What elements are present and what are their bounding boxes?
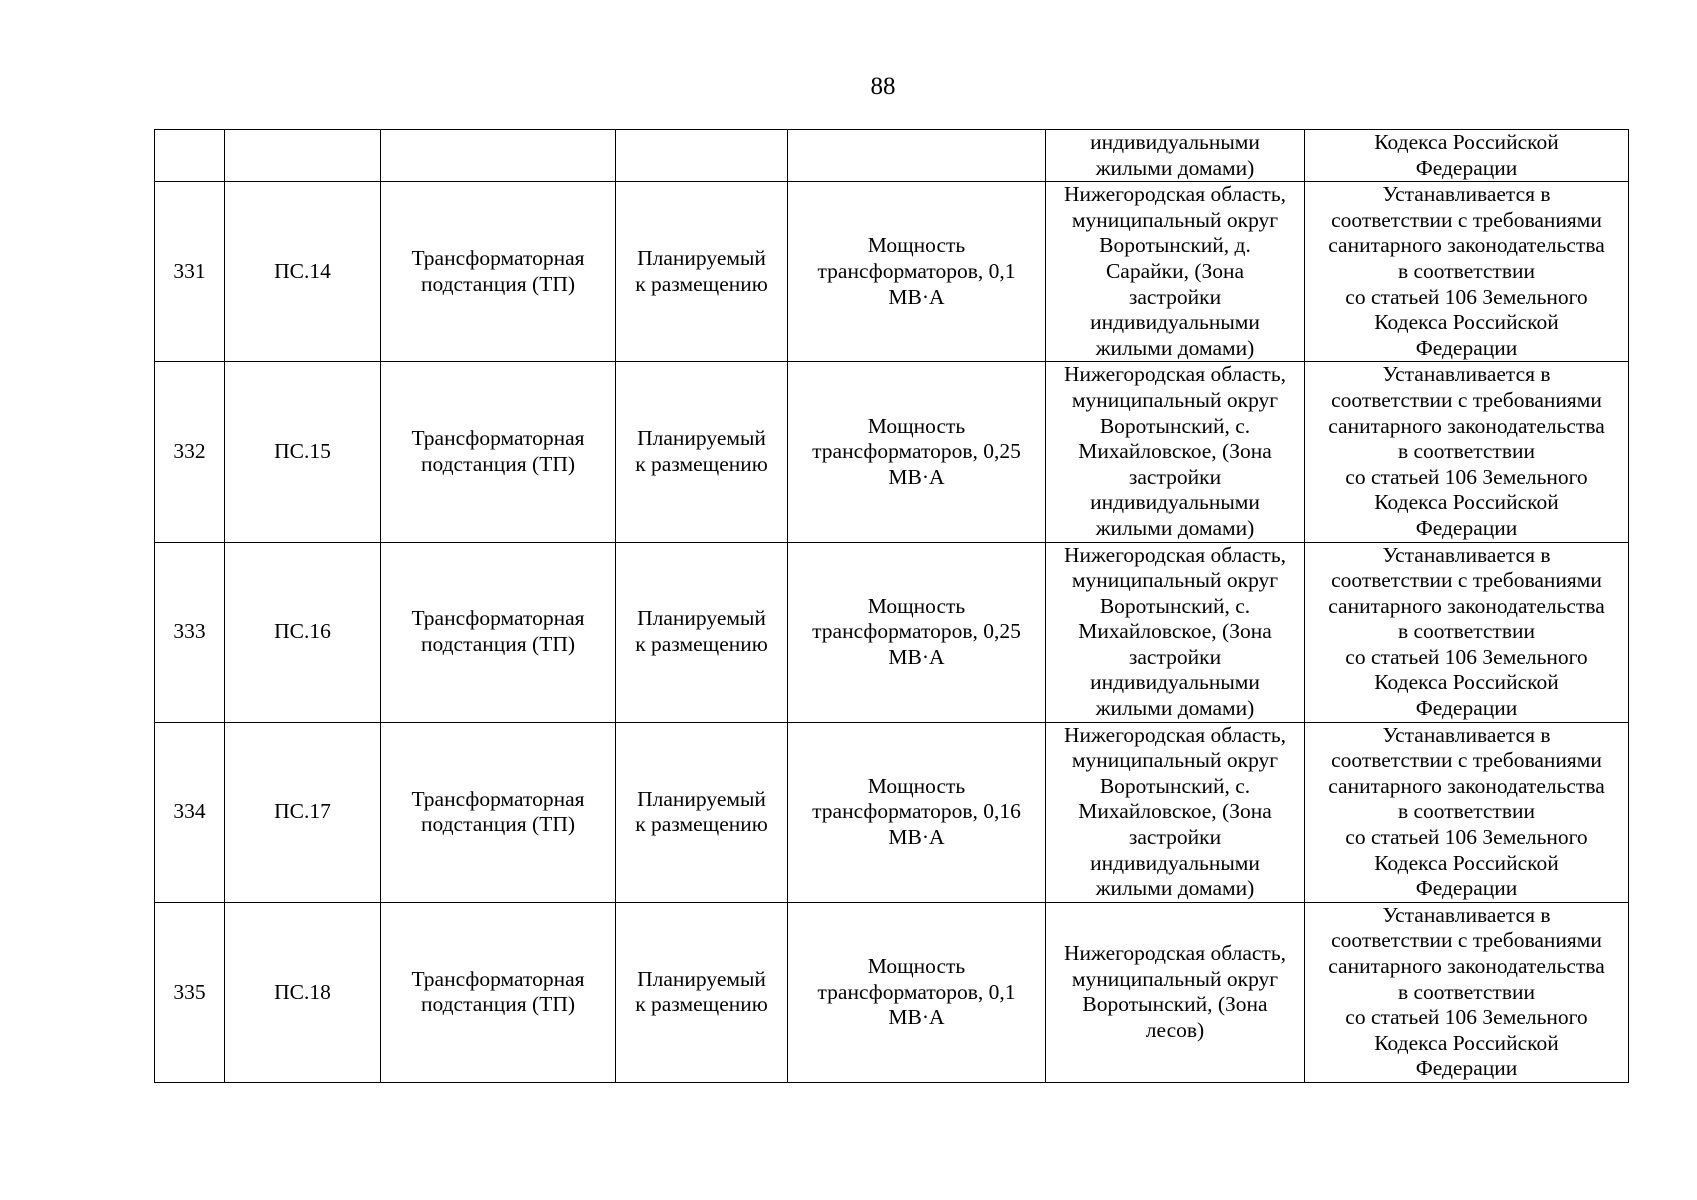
- text-line: в соответствии: [1397, 799, 1535, 824]
- text-line: муниципальный округ: [1071, 748, 1279, 773]
- text-line: Трансформаторная: [411, 786, 585, 811]
- table-row: [155, 362, 1629, 542]
- text-line: в соответствии: [1397, 979, 1535, 1004]
- text-line: Воротынский, с.: [1099, 773, 1251, 798]
- text-line: трансформаторов, 0,1: [817, 258, 1016, 283]
- text-line: со статьей 106 Земельного: [1345, 464, 1588, 489]
- text-line: застройки: [1128, 464, 1222, 489]
- cell-num: 331: [155, 182, 225, 362]
- text-line: жилыми домами): [1095, 696, 1255, 721]
- cell-location: [1046, 182, 1305, 362]
- text-line: в соответствии: [1397, 258, 1535, 283]
- text-line: со статьей 106 Земельного: [1345, 825, 1588, 850]
- cell-code: ПС.16: [225, 542, 381, 722]
- cell-status: [616, 182, 788, 362]
- text-line: Трансформаторная: [411, 246, 585, 271]
- cell-location: [1046, 902, 1305, 1082]
- text-line: Федерации: [1415, 876, 1518, 901]
- text-line: Федерации: [1415, 335, 1518, 360]
- text-line: Кодекса Российской: [1374, 490, 1559, 515]
- text-line: к размещению: [635, 451, 768, 476]
- text-line: Федерации: [1415, 515, 1518, 540]
- text-line: Воротынский, с.: [1099, 593, 1251, 618]
- text-line: Воротынский, (Зона: [1082, 992, 1268, 1017]
- text-line: индивидуальными: [1090, 850, 1260, 875]
- cell-name: [381, 130, 616, 182]
- text-line: Кодекса Российской: [1374, 130, 1559, 154]
- table-body: [155, 130, 1629, 1083]
- text-line: Михайловское, (Зона: [1078, 799, 1272, 824]
- text-line: к размещению: [635, 992, 768, 1017]
- text-line: Нижегородская область,: [1063, 542, 1286, 567]
- text-line: Нижегородская область,: [1063, 722, 1286, 747]
- text-line: муниципальный округ: [1071, 207, 1279, 232]
- text-line: Мощность: [867, 593, 966, 618]
- text-line: муниципальный округ: [1071, 568, 1279, 593]
- text-line: Нижегородская область,: [1063, 941, 1286, 966]
- text-line: застройки: [1128, 825, 1222, 850]
- cell-location: [1046, 362, 1305, 542]
- text-line: Трансформаторная: [411, 426, 585, 451]
- text-line: санитарного законодательства: [1328, 954, 1605, 978]
- text-line: застройки: [1128, 644, 1222, 669]
- text-line: Нижегородская область,: [1063, 182, 1286, 207]
- text-line: Планируемый: [637, 606, 766, 631]
- text-line: трансформаторов, 0,25: [812, 439, 1021, 464]
- text-line: лесов): [1145, 1017, 1205, 1042]
- cell-location: [1046, 130, 1305, 182]
- text-line: Мощность: [867, 773, 966, 798]
- text-line: в соответствии: [1397, 619, 1535, 644]
- cell-status: [616, 362, 788, 542]
- text-line: трансформаторов, 0,16: [812, 799, 1021, 824]
- cell-code: ПС.18: [225, 902, 381, 1082]
- text-line: со статьей 106 Земельного: [1345, 284, 1588, 309]
- cell-characteristics: [788, 722, 1046, 902]
- text-line: подстанция (ТП): [420, 451, 576, 476]
- text-line: со статьей 106 Земельного: [1345, 644, 1588, 669]
- cell-status: [616, 130, 788, 182]
- text-line: санитарного законодательства: [1328, 413, 1605, 438]
- cell-requirements: [1305, 362, 1629, 542]
- text-line: застройки: [1128, 284, 1222, 309]
- text-line: соответствии с требованиями: [1331, 207, 1602, 232]
- text-line: жилыми домами): [1095, 515, 1255, 540]
- text-line: Михайловское, (Зона: [1078, 619, 1272, 644]
- cell-characteristics: [788, 182, 1046, 362]
- text-line: Кодекса Российской: [1374, 850, 1559, 875]
- text-line: соответствии с требованиями: [1331, 748, 1602, 773]
- cell-requirements: [1305, 902, 1629, 1082]
- text-line: санитарного законодательства: [1328, 233, 1605, 258]
- text-line: Кодекса Российской: [1374, 1030, 1559, 1055]
- text-line: к размещению: [635, 271, 768, 296]
- text-line: муниципальный округ: [1071, 387, 1279, 412]
- text-line: соответствии с требованиями: [1331, 928, 1602, 953]
- text-line: Федерации: [1415, 155, 1518, 180]
- page-number: 88: [870, 73, 896, 100]
- text-line: жилыми домами): [1095, 335, 1255, 360]
- text-line: Устанавливается в: [1382, 722, 1551, 747]
- text-line: Планируемый: [637, 966, 766, 991]
- text-line: Федерации: [1415, 1056, 1518, 1081]
- text-line: Мощность: [867, 954, 966, 978]
- text-line: МВ·А: [888, 644, 945, 669]
- text-line: Планируемый: [637, 246, 766, 271]
- text-line: муниципальный округ: [1071, 966, 1279, 991]
- text-line: санитарного законодательства: [1328, 773, 1605, 798]
- cell-name: [381, 902, 616, 1082]
- text-line: трансформаторов, 0,1: [817, 979, 1016, 1004]
- text-line: к размещению: [635, 632, 768, 657]
- text-line: Воротынский, с.: [1099, 413, 1251, 438]
- cell-num: [155, 130, 225, 182]
- text-line: подстанция (ТП): [420, 271, 576, 296]
- cell-code: ПС.15: [225, 362, 381, 542]
- text-line: Кодекса Российской: [1374, 310, 1559, 335]
- text-line: жилыми домами): [1095, 876, 1255, 901]
- text-line: Мощность: [867, 413, 966, 438]
- text-line: в соответствии: [1397, 439, 1535, 464]
- text-line: Воротынский, д.: [1099, 233, 1251, 258]
- cell-requirements: [1305, 542, 1629, 722]
- cell-num: 332: [155, 362, 225, 542]
- continuation-row: [155, 130, 1629, 182]
- text-line: Михайловское, (Зона: [1078, 439, 1272, 464]
- cell-name: [381, 362, 616, 542]
- text-line: к размещению: [635, 812, 768, 837]
- text-line: МВ·А: [888, 464, 945, 489]
- cell-status: [616, 902, 788, 1082]
- table-row: [155, 722, 1629, 902]
- cell-code: [225, 130, 381, 182]
- cell-requirements: [1305, 130, 1629, 182]
- text-line: трансформаторов, 0,25: [812, 619, 1021, 644]
- cell-status: [616, 722, 788, 902]
- text-line: подстанция (ТП): [420, 632, 576, 657]
- text-line: Трансформаторная: [411, 966, 585, 991]
- text-line: Нижегородская область,: [1063, 362, 1286, 387]
- text-line: Кодекса Российской: [1374, 670, 1559, 695]
- text-line: Мощность: [867, 233, 966, 258]
- text-line: индивидуальными: [1090, 670, 1260, 695]
- text-line: Устанавливается в: [1382, 542, 1551, 567]
- text-line: индивидуальными: [1090, 130, 1260, 154]
- cell-name: [381, 722, 616, 902]
- cell-code: ПС.17: [225, 722, 381, 902]
- table-row: [155, 542, 1629, 722]
- cell-location: [1046, 542, 1305, 722]
- text-line: соответствии с требованиями: [1331, 387, 1602, 412]
- cell-characteristics: [788, 902, 1046, 1082]
- text-line: МВ·А: [888, 284, 945, 309]
- cell-characteristics: [788, 542, 1046, 722]
- cell-num: 335: [155, 902, 225, 1082]
- text-line: Федерации: [1415, 696, 1518, 721]
- cell-name: [381, 542, 616, 722]
- cell-status: [616, 542, 788, 722]
- text-line: МВ·А: [888, 825, 945, 850]
- text-line: индивидуальными: [1090, 310, 1260, 335]
- text-line: МВ·А: [888, 1005, 945, 1030]
- text-line: соответствии с требованиями: [1331, 568, 1602, 593]
- table-row: [155, 902, 1629, 1082]
- table-row: [155, 182, 1629, 362]
- text-line: Планируемый: [637, 786, 766, 811]
- cell-num: 334: [155, 722, 225, 902]
- text-line: санитарного законодательства: [1328, 593, 1605, 618]
- text-line: жилыми домами): [1095, 155, 1255, 180]
- text-line: индивидуальными: [1090, 490, 1260, 515]
- text-line: Трансформаторная: [411, 606, 585, 631]
- cell-num: 333: [155, 542, 225, 722]
- cell-location: [1046, 722, 1305, 902]
- cell-code: ПС.14: [225, 182, 381, 362]
- facilities-table: [154, 129, 1629, 1083]
- cell-requirements: [1305, 182, 1629, 362]
- cell-requirements: [1305, 722, 1629, 902]
- text-line: Устанавливается в: [1382, 182, 1551, 207]
- text-line: Устанавливается в: [1382, 362, 1551, 387]
- text-line: Устанавливается в: [1382, 902, 1551, 927]
- text-line: Сарайки, (Зона: [1105, 258, 1245, 283]
- text-line: подстанция (ТП): [420, 812, 576, 837]
- text-line: Планируемый: [637, 426, 766, 451]
- cell-name: [381, 182, 616, 362]
- text-line: подстанция (ТП): [420, 992, 576, 1017]
- cell-characteristics: [788, 130, 1046, 182]
- text-line: со статьей 106 Земельного: [1345, 1005, 1588, 1030]
- cell-characteristics: [788, 362, 1046, 542]
